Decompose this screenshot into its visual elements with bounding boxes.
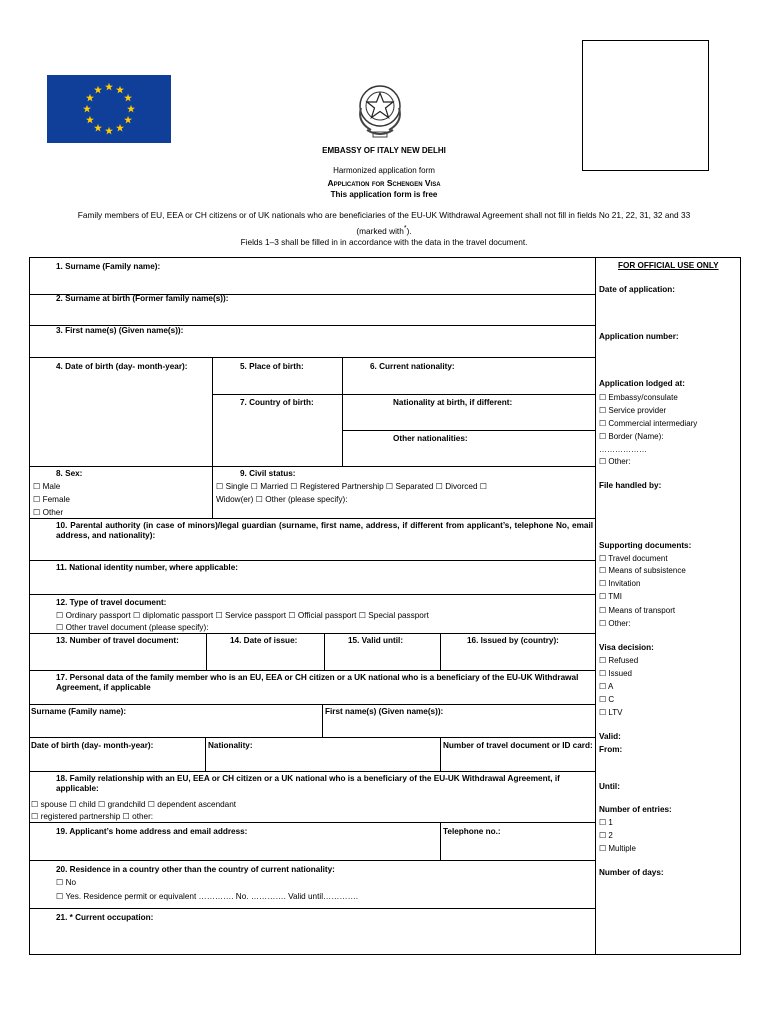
row-line: [29, 466, 595, 467]
official-number-of-entries: Number of entries:: [599, 805, 672, 814]
col-line: [212, 357, 213, 518]
travel-document-other[interactable]: ☐ Other travel document (please specify):: [56, 623, 209, 632]
official-column-divider: [595, 257, 596, 955]
field-1-surname[interactable]: 1. Surname (Family name):: [56, 262, 161, 271]
other-nationalities[interactable]: Other nationalities:: [393, 434, 468, 443]
field-8-sex: 8. Sex:: [56, 469, 83, 478]
visa-c-checkbox[interactable]: ☐ C: [599, 695, 615, 704]
supporting-means-of-transport[interactable]: ☐ Means of transport: [599, 606, 676, 615]
supporting-means-of-subsistence[interactable]: ☐ Means of subsistence: [599, 566, 686, 575]
family-member-first-names[interactable]: First name(s) (Given name(s)):: [325, 707, 444, 716]
row-line: [29, 908, 595, 909]
field-12-travel-document-type: 12. Type of travel document:: [56, 598, 167, 607]
residence-yes-checkbox[interactable]: ☐ Yes. Residence permit or equivalent …………. No. …………. Valid until………….: [56, 892, 359, 901]
visa-issued-checkbox[interactable]: ☐ Issued: [599, 669, 632, 678]
eu-star-icon: [116, 86, 124, 94]
field-14-date-of-issue[interactable]: 14. Date of issue:: [230, 636, 298, 645]
marked-note: (marked with*).: [356, 225, 412, 236]
telephone-number[interactable]: Telephone no.:: [443, 827, 501, 836]
nationality-at-birth[interactable]: Nationality at birth, if different:: [393, 398, 513, 407]
residence-no-checkbox[interactable]: ☐ No: [56, 878, 77, 887]
official-lodged-at: Application lodged at:: [599, 379, 685, 388]
col-line: [324, 633, 325, 670]
sex-female-checkbox[interactable]: ☐ Female: [33, 495, 70, 504]
visa-a-checkbox[interactable]: ☐ A: [599, 682, 614, 691]
field-20-residence: 20. Residence in a country other than the country of current nationality:: [56, 865, 335, 874]
eu-star-icon: [124, 116, 132, 124]
eu-star-icon: [124, 94, 132, 102]
supporting-other[interactable]: ☐ Other:: [599, 619, 631, 628]
eu-star-icon: [105, 127, 113, 135]
family-note: Family members of EU, EEA or CH citizens or of UK nationals who are beneficiaries of the EU-UK Withdrawal Agreement shall not fill in fields No 21, 22, 31, 32 and 33: [77, 210, 691, 220]
eu-flag-stars: [47, 75, 171, 143]
row-line: [29, 670, 595, 671]
row-line: [212, 394, 595, 395]
field-9-civil-status: 9. Civil status:: [240, 469, 296, 478]
row-line: [29, 704, 595, 705]
family-member-surname[interactable]: Surname (Family name):: [31, 707, 127, 716]
eu-flag-icon: [47, 75, 171, 143]
field-21-current-occupation[interactable]: 21. * Current occupation:: [56, 913, 154, 922]
official-application-number: Application number:: [599, 332, 679, 341]
visa-refused-checkbox[interactable]: ☐ Refused: [599, 656, 639, 665]
official-valid-from: From:: [599, 745, 623, 754]
family-member-dob[interactable]: Date of birth (day- month-year):: [31, 741, 154, 750]
fields-note: Fields 1–3 shall be filled in in accordance with the data in the travel document.: [240, 237, 528, 247]
official-visa-decision: Visa decision:: [599, 643, 654, 652]
civil-status-options[interactable]: ☐ Single ☐ Married ☐ Registered Partnership ☐ Separated ☐ Divorced ☐: [216, 482, 488, 491]
lodged-border-checkbox[interactable]: ☐ Border (Name):: [599, 432, 664, 441]
field-16-issued-by[interactable]: 16. Issued by (country):: [467, 636, 559, 645]
row-line: [29, 560, 595, 561]
field-17-family-member-data: 17. Personal data of the family member who is an EU, EEA or CH citizen or a UK national who is a beneficiary of the EU-UK Withdrawal Agreement, if applicable: [56, 673, 579, 692]
official-file-handled-by: File handled by:: [599, 481, 662, 490]
col-line: [440, 633, 441, 670]
official-valid-until: Until:: [599, 782, 620, 791]
row-line: [29, 357, 595, 358]
visa-ltv-checkbox[interactable]: ☐ LTV: [599, 708, 623, 717]
col-line: [205, 737, 206, 771]
field-7-country-of-birth[interactable]: 7. Country of birth:: [240, 398, 314, 407]
field-5-place-of-birth[interactable]: 5. Place of birth:: [240, 362, 304, 371]
supporting-invitation[interactable]: ☐ Invitation: [599, 579, 641, 588]
official-date-of-application: Date of application:: [599, 285, 675, 294]
lodged-commercial-checkbox[interactable]: ☐ Commercial intermediary: [599, 419, 698, 428]
form-title: Application for Schengen Visa: [327, 178, 441, 188]
italian-emblem-icon: [353, 78, 407, 140]
row-line: [29, 594, 595, 595]
field-4-date-of-birth[interactable]: 4. Date of birth (day- month-year):: [56, 362, 188, 371]
field-6-current-nationality[interactable]: 6. Current nationality:: [370, 362, 455, 371]
col-line: [342, 357, 343, 466]
field-11-national-id[interactable]: 11. National identity number, where applicable:: [56, 563, 238, 572]
eu-star-icon: [94, 86, 102, 94]
official-number-of-days: Number of days:: [599, 868, 664, 877]
row-line: [29, 633, 595, 634]
eu-star-icon: [116, 124, 124, 132]
col-line: [322, 704, 323, 737]
entries-2-checkbox[interactable]: ☐ 2: [599, 831, 613, 840]
family-member-document-number[interactable]: Number of travel document or ID card:: [443, 741, 593, 750]
row-line: [342, 430, 595, 431]
field-3-first-names[interactable]: 3. First name(s) (Given name(s)):: [56, 326, 184, 335]
eu-star-icon: [83, 105, 91, 113]
lodged-service-provider-checkbox[interactable]: ☐ Service provider: [599, 406, 667, 415]
travel-document-options[interactable]: ☐ Ordinary passport ☐ diplomatic passport ☐ Service passport ☐ Official passport ☐ Special passport: [56, 611, 429, 620]
field-18-family-relationship: 18. Family relationship with an EU, EEA or CH citizen or a UK national who is a beneficiary of the EU-UK Withdrawal Agreement, if applicable:: [56, 774, 560, 793]
row-line: [29, 518, 595, 519]
row-line: [29, 771, 595, 772]
eu-star-icon: [94, 124, 102, 132]
official-use-heading: FOR OFFICIAL USE ONLY: [618, 261, 719, 270]
civil-status-other[interactable]: Widow(er) ☐ Other (please specify):: [216, 495, 348, 504]
supporting-tmi[interactable]: ☐ TMI: [599, 592, 623, 601]
field-2-surname-at-birth[interactable]: 2. Surname at birth (Former family name(s)):: [56, 294, 229, 303]
field-15-valid-until[interactable]: 15. Valid until:: [348, 636, 404, 645]
col-line: [440, 822, 441, 860]
eu-star-icon: [127, 105, 135, 113]
entries-multiple-checkbox[interactable]: ☐ Multiple: [599, 844, 636, 853]
form-subtitle: Harmonized application form: [333, 166, 435, 175]
row-line: [29, 737, 595, 738]
free-note: This application form is free: [330, 190, 438, 199]
eu-star-icon: [105, 83, 113, 91]
lodged-embassy-checkbox[interactable]: ☐ Embassy/consulate: [599, 393, 678, 402]
lodged-border-dots: ………………: [599, 445, 647, 454]
row-line: [29, 860, 595, 861]
embassy-name: EMBASSY OF ITALY NEW DELHI: [322, 146, 446, 155]
col-line: [206, 633, 207, 670]
relationship-options[interactable]: ☐ spouse ☐ child ☐ grandchild ☐ dependent ascendant: [31, 800, 237, 809]
field-13-document-number[interactable]: 13. Number of travel document:: [56, 636, 179, 645]
field-10-parental-authority[interactable]: 10. Parental authority (in case of minors)/legal guardian (surname, first name, address, if different from applicant’s, telephone No, email address, and nationality):: [56, 521, 593, 540]
official-valid: Valid:: [599, 732, 621, 741]
official-supporting-documents: Supporting documents:: [599, 541, 692, 550]
field-19-home-address[interactable]: 19. Applicant’s home address and email address:: [56, 827, 248, 836]
row-line: [29, 822, 595, 823]
relationship-other[interactable]: ☐ registered partnership ☐ other:: [31, 812, 154, 821]
asterisk-marker: *: [403, 225, 407, 232]
family-member-nationality[interactable]: Nationality:: [208, 741, 253, 750]
eu-star-icon: [86, 116, 94, 124]
col-line: [440, 737, 441, 771]
sex-other-checkbox[interactable]: ☐ Other: [33, 508, 64, 517]
lodged-other-checkbox[interactable]: ☐ Other:: [599, 457, 631, 466]
supporting-travel-document[interactable]: ☐ Travel document: [599, 554, 668, 563]
eu-star-icon: [86, 94, 94, 102]
entries-1-checkbox[interactable]: ☐ 1: [599, 818, 613, 827]
sex-male-checkbox[interactable]: ☐ Male: [33, 482, 61, 491]
